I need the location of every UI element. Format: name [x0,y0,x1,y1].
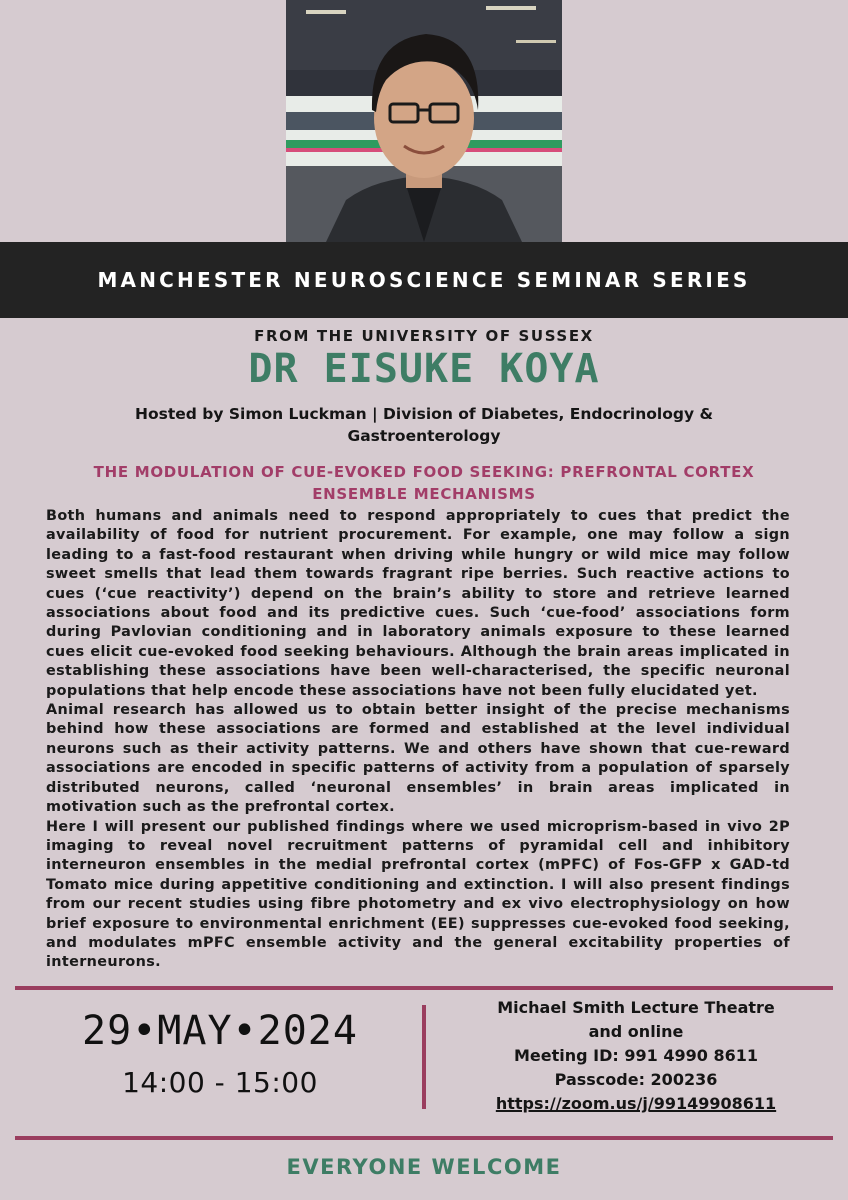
talk-title [50,461,798,505]
abstract-paragraph: Both humans and animals need to respond appropriately to cues that predict the availability of food for nutrient procurement. For example, one may follow a sign leading to a fast-food restaurant when driving while hungry or wild mice may follow sweet smells that lead them towards fragrant ripe berries. Such reactive actions to cues (‘cue reactivity’) depend on the brain’s ability to store and retrieve learned associations about food and its predictive cues. Such ‘cue-food’ associations form during Pavlovian conditioning and in laboratory animals exposure to these learned cues elicit cue-evoked food seeking behaviours. Although the brain areas implicated in establishing these associations have been well-characterised, the specific neuronal populations that help encode these associations have not been fully elucidated yet. [46,508,790,699]
talk-title-line-1: THE MODULATION OF CUE-EVOKED FOOD SEEKING: PREFRONTAL CORTEX [93,463,755,481]
everyone-welcome: EVERYONE WELCOME [286,1155,562,1179]
divider-rule-top [15,986,833,990]
divider-rule-bottom [15,1136,833,1140]
event-date: 29•MAY•2024 [82,1008,358,1054]
speaker-name: DR EISUKE KOYA [248,346,600,392]
abstract-paragraph: Here I will present our published findings where we used microprism-based in vivo 2P imaging to reveal novel recruitment patterns of pyramidal cell and inhibitory interneuron ensembles in the medial prefrontal cortex (mPFC) of Fos-GFP x GAD-td Tomato mice during appetitive conditioning and extinction. I will also present findings from our recent studies using fibre photometry and ex vivo electrophysiology on how brief exposure to environmental enrichment (EE) suppresses cue-evoked food seeking, and modulates mPFC ensemble activity and the general excitability properties of interneurons. [46,818,790,971]
host-line-1: Hosted by Simon Luckman | Division of Diabetes, Endocrinology & [134,405,714,423]
abstract-paragraph: Animal research has allowed us to obtain better insight of the precise mechanisms behind how these associations are formed and established at the level individual neurons such as their activity patterns. We and others have shown that cue-reward associations are encoded in specific patterns of activity from a population of sparsely distributed neurons, called ‘neuronal ensembles’ in brain areas implicated in motivation such as the prefrontal cortex. [46,702,790,816]
venue-line-2: and online [588,1022,684,1041]
series-banner [0,242,848,318]
host-line-2: Gastroenterology [347,427,501,445]
zoom-link[interactable]: https://zoom.us/j/99149908611 [495,1094,777,1113]
affiliation: FROM THE UNIVERSITY OF SUSSEX [254,327,594,345]
series-title: MANCHESTER NEUROSCIENCE SEMINAR SERIES [97,268,751,292]
venue-info [440,996,832,1116]
talk-title-line-2: ENSEMBLE MECHANISMS [312,485,536,503]
venue-line-1: Michael Smith Lecture Theatre [497,998,775,1017]
passcode: Passcode: 200236 [554,1070,718,1089]
host-info [110,403,738,447]
speaker-photo [286,0,562,242]
abstract [46,507,790,973]
event-time: 14:00 - 15:00 [122,1066,318,1099]
vertical-divider [422,1005,426,1109]
meeting-id: Meeting ID: 991 4990 8611 [514,1046,758,1065]
